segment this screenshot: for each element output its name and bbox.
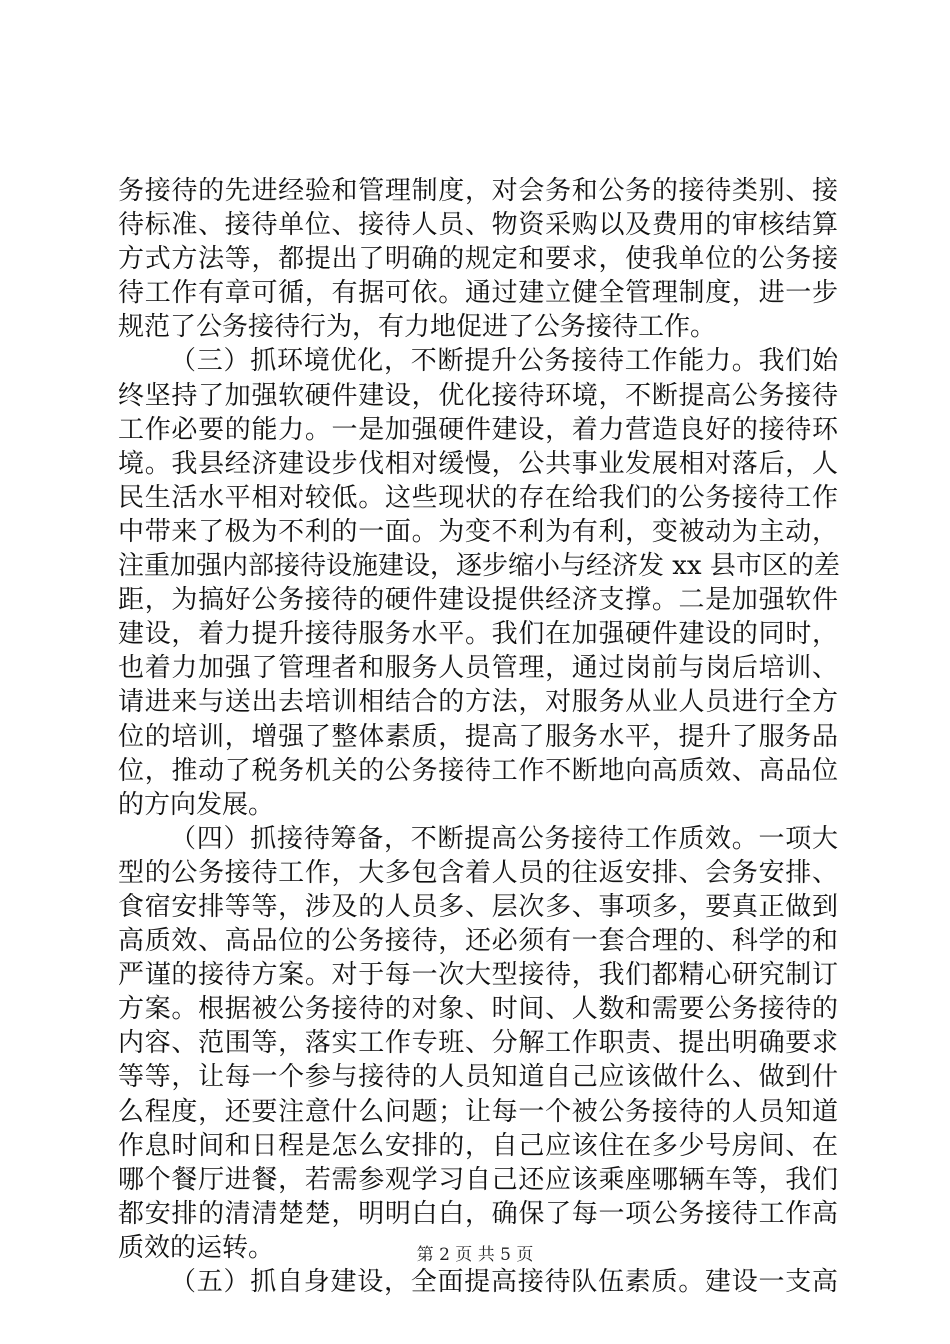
text-line: 高质效、高品位的公务接待，还必须有一套合理的、科学的和: [118, 926, 838, 957]
text-line: 建设，着力提升接待服务水平。我们在加强硬件建设的同时，: [118, 619, 838, 650]
text-line: 质效的运转。: [118, 1232, 275, 1263]
text-line: 食宿安排等等，涉及的人员多、层次多、事项多，要真正做到: [118, 891, 838, 922]
text-line: 型的公务接待工作，大多包含着人员的往返安排、会务安排、: [118, 857, 838, 888]
text-line: 务接待的先进经验和管理制度，对会务和公务的接待类别、接: [118, 176, 838, 206]
text-line: 严谨的接待方案。对于每一次大型接待，我们都精心研究制订: [118, 960, 838, 991]
paragraph-heading-3: （三）抓环境优化，不断提升公务接待工作能力。我们始: [170, 346, 838, 377]
text-line: 的方向发展。: [118, 789, 275, 820]
text-line: 作息时间和日程是怎么安排的，自己应该住在多少号房间、在: [118, 1130, 838, 1161]
text-line: 待标准、接待单位、接待人员、物资采购以及费用的审核结算: [118, 210, 838, 241]
text-line: 等等，让每一个参与接待的人员知道自己应该做什么、做到什: [118, 1062, 838, 1093]
document-body: [118, 174, 838, 1299]
text-line: 位的培训，增强了整体素质，提高了服务水平，提升了服务品: [118, 721, 838, 752]
page-number-footer: 第 2 页 共 5 页: [416, 1245, 534, 1265]
text-line: 请进来与送出去培训相结合的方法，对服务从业人员进行全方: [118, 687, 838, 718]
text-line: 中带来了极为不利的一面。为变不利为有利，变被动为主动，: [118, 516, 838, 547]
text-line: 终坚持了加强软硬件建设，优化接待环境，不断提高公务接待: [118, 380, 838, 411]
text-line: 方式方法等，都提出了明确的规定和要求，使我单位的公务接: [118, 244, 838, 275]
text-line: 方案。根据被公务接待的对象、时间、人数和需要公务接待的: [118, 994, 838, 1025]
text-line: 规范了公务接待行为，有力地促进了公务接待工作。: [118, 312, 717, 343]
text-line: 待工作有章可循，有据可依。通过建立健全管理制度，进一步: [118, 278, 838, 309]
text-line: 内容、范围等，落实工作专班、分解工作职责、提出明确要求: [118, 1028, 838, 1059]
text-line: 工作必要的能力。一是加强硬件建设，着力营造良好的接待环: [118, 414, 838, 445]
text-line: 境。我县经济建设步伐相对缓慢，公共事业发展相对落后，人: [118, 448, 838, 479]
text-line: 位，推动了税务机关的公务接待工作不断地向高质效、高品位: [118, 755, 838, 786]
paragraph-heading-5: （五）抓自身建设，全面提高接待队伍素质。建设一支高: [170, 1267, 838, 1297]
text-line: 民生活水平相对较低。这些现状的存在给我们的公务接待工作: [118, 482, 838, 513]
text-line: 距，为搞好公务接待的硬件建设提供经济支撑。二是加强软件: [118, 585, 838, 616]
text-line: 都安排的清清楚楚，明明白白，确保了每一项公务接待工作高: [118, 1198, 838, 1229]
text-line: 注重加强内部接待设施建设，逐步缩小与经济发 xx 县市区的差: [118, 551, 840, 582]
text-line: 么程度，还要注意什么问题；让每一个被公务接待的人员知道: [118, 1096, 838, 1127]
paragraph-heading-4: （四）抓接待筹备，不断提高公务接待工作质效。一项大: [170, 823, 838, 854]
text-line: 也着力加强了管理者和服务人员管理，通过岗前与岗后培训、: [118, 653, 838, 684]
text-line: 哪个餐厅进餐，若需参观学习自己还应该乘座哪辆车等，我们: [118, 1164, 838, 1195]
